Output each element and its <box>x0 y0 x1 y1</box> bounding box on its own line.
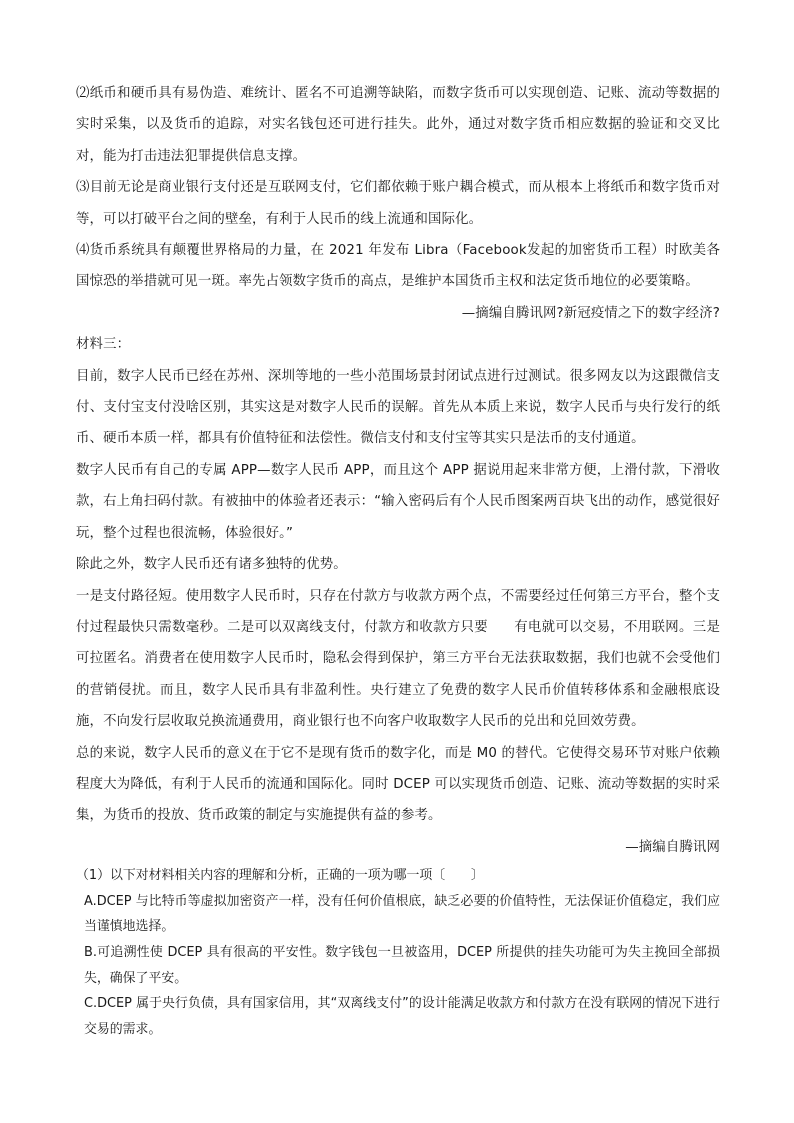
question-option-b: B.可追溯性使 DCEP 具有很高的平安性。数字钱包一旦被盗用，DCEP 所提供的挂失功能可为失主挽回全部损失，确保了平安。 <box>84 944 720 986</box>
source-citation-2: —摘编自腾讯网 <box>625 839 720 855</box>
paragraph-3: ⑶目前无论是商业银行支付还是互联网支付，它们都依赖于账户耦合模式，而从根本上将纸币和数字货币对等，可以打破平台之间的壁垒，有利于人民币的线上流通和国际化。 <box>76 180 720 227</box>
question-option-a: A.DCEP 与比特币等虚拟加密资产一样，没有任何价值根底，缺乏必要的价值特性，无法保证价值稳定，我们应当谨慎地选择。 <box>84 893 720 935</box>
paragraph-4: ⑷货币系统具有颠覆世界格局的力量，在 2021 年发布 Libra（Facebook发起的加密货币工程）时欧美各国惊恐的举措就可见一斑。率先占领数字货币的高点，是维护本国货币主权和法定货币地位的必要策略。 <box>76 243 720 290</box>
material-3-heading: 材料三： <box>76 337 131 353</box>
material-3-paragraph-4-part-a: 一是支付路径短。使用数字人民币时，只存在付款方与收款方两个点，不需要经过任何第三方平台，整个支付过程最快只需数毫秒。二是可以双离线支付，付款方和收款方只要 <box>76 588 720 635</box>
material-3-paragraph-4 <box>76 581 720 738</box>
material-3-paragraph-3: 除此之外，数字人民币还有诸多独特的优势。 <box>76 557 347 573</box>
document-content <box>76 78 720 1042</box>
material-3-paragraph-4-part-b: 有电就可以交易，不用联网。三是可拉匿名。消费者在使用数字人民币时，隐私会得到保护，第三方平台无法获取数据，我们也就不会受他们的营销侵扰。而且，数字人民币具有非盈利性。央行建立了免费的数字人民币价值转移体系和金融根底设施，不向发行层收取兑换流通费用，商业银行也不向客户收取数字人民币的兑出和兑回效劳费。 <box>76 619 720 730</box>
material-3-paragraph-5: 总的来说，数字人民币的意义在于它不是现有货币的数字化，而是 M0 的替代。它使得交易环节对账户依赖程度大为降低，有利于人民币的流通和国际化。同时 DCEP 可以实现货币创造、记账、流动等数据的实时采集，为货币的投放、货币政策的制定与实施提供有益的参考。 <box>76 745 720 824</box>
question-title: （1）以下对材料相关内容的理解和分析，正确的一项为哪一项〔 〕 <box>76 868 484 884</box>
material-3-paragraph-1: 目前，数字人民币已经在苏州、深圳等地的一些小范围场景封闭试点进行过测试。很多网友以为这跟微信支付、支付宝支付没啥区别，其实这是对数字人民币的误解。首先从本质上来说，数字人民币与央行发行的纸币、硬币本质一样，都具有价值特征和法偿性。微信支付和支付宝等其实只是法币的支付通道。 <box>76 368 720 447</box>
source-citation-1: —摘编自腾讯网?新冠疫情之下的数字经济? <box>461 305 720 321</box>
material-3-paragraph-2: 数字人民币有自己的专属 APP—数字人民币 APP，而且这个 APP 据说用起来非常方便，上滑付款，下滑收款，右上角扫码付款。有被抽中的体验者还表示：“输入密码后有个人民币图案两百块飞出的动作，感觉很好玩，整个过程也很流畅，体验很好。” <box>76 462 720 541</box>
question-block <box>76 863 720 1042</box>
paragraph-2: ⑵纸币和硬币具有易伪造、难统计、匿名不可追溯等缺陷，而数字货币可以实现创造、记账、流动等数据的实时采集，以及货币的追踪，对实名钱包还可进行挂失。此外，通过对数字货币相应数据的验证和交叉比对，能为打击违法犯罪提供信息支撑。 <box>76 86 720 164</box>
question-option-c: C.DCEP 属于央行负债，具有国家信用，其“双离线支付”的设计能满足收款方和付款方在没有联网的情况下进行交易的需求。 <box>84 996 720 1037</box>
